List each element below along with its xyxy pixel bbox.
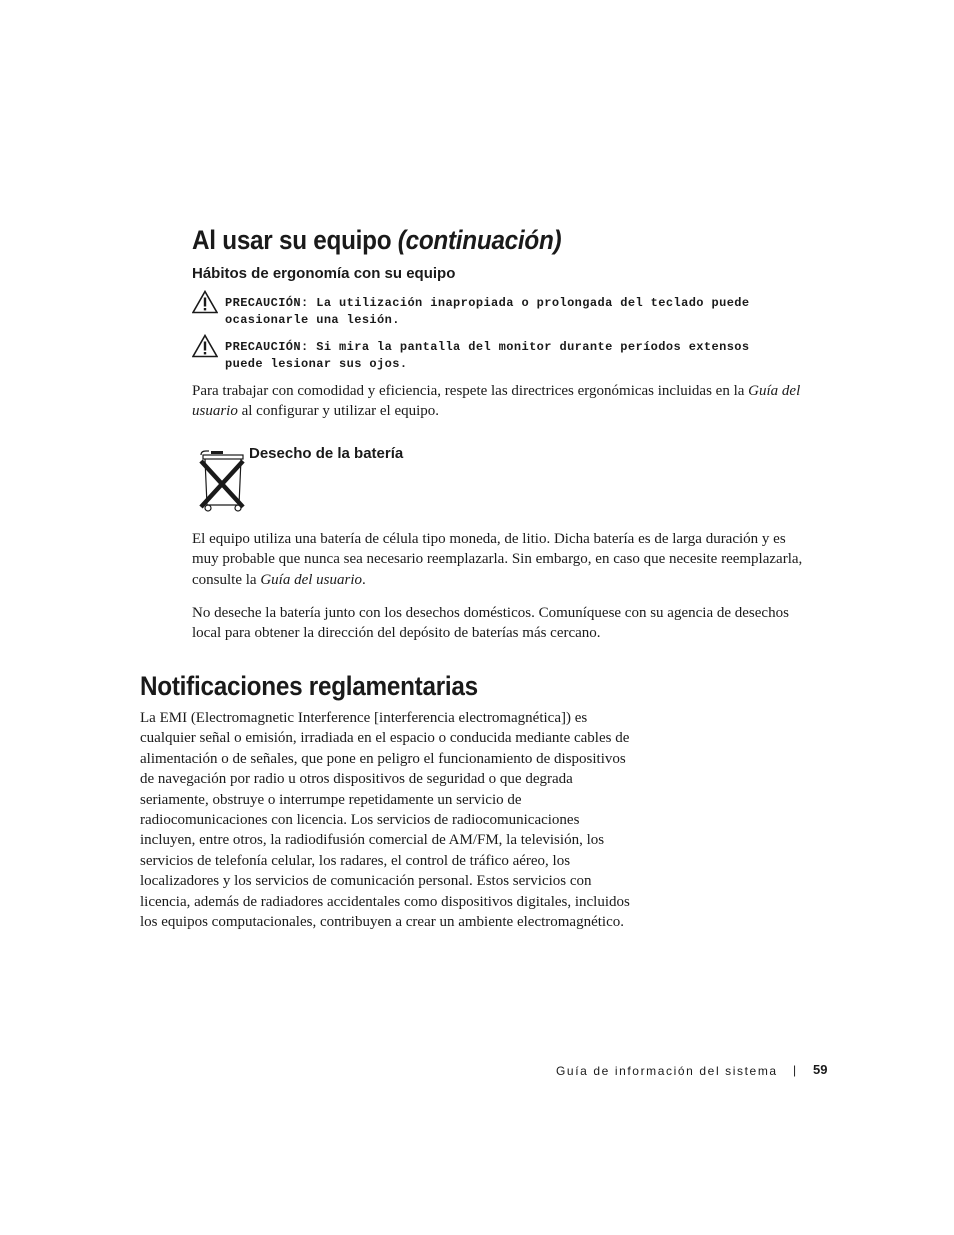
page-title	[192, 224, 561, 256]
caution-1	[225, 295, 785, 329]
caution-1-text: La utilización inapropiada o prolongada del teclado puede ocasionarle una lesión.	[225, 296, 750, 327]
ergonomics-paragraph	[192, 381, 804, 422]
caution-2-label: PRECAUCIÓN:	[225, 340, 309, 354]
battery-text: El equipo utiliza una batería de célula tipo moneda, de litio. Dicha batería es de larga duración y es muy probable que nunca sea necesario reemplazarla. Sin embargo, en caso que necesite reemplazarla, consulte la	[192, 531, 803, 588]
ergonomics-subheading: Hábitos de ergonomía con su equipo	[192, 265, 456, 282]
warning-icon	[192, 290, 218, 314]
page-number: 59	[813, 1062, 828, 1077]
battery-text-end: .	[362, 571, 366, 588]
title-continuation: (continuación)	[397, 225, 562, 255]
emi-paragraph: La EMI (Electromagnetic Interference [interferencia electromagnética]) es cualquier señal o emisión, irradiada en el espacio o conducida mediante cables de alimentación o de señales, que pone en peligro el funcionamiento de dispositivos de navegación por radio u otros dispositivos de seguridad o que degrada seriamente, obstruye o interrumpe repetidamente un servicio de radiocomunicaciones con licencia. Los servicios de radiocomunicaciones incluyen, entre otros, la radiodifusión comercial de AM/FM, la televisión, los servicios de telefonía celular, los radares, el control de tráfico aéreo, los localizadores y los servicios de comunicación personal. Estos servicios con licencia, además de radiadores accidentales como dispositivos digitales, incluidos los equipos computacionales, contribuyen a crear un ambiente electromagnético.	[140, 710, 630, 931]
battery-paragraph-2: No deseche la batería junto con los desechos domésticos. Comuníquese con su agencia de desechos local para obtener la dirección del depósito de baterías más cercano.	[192, 605, 789, 642]
caution-2-text: Si mira la pantalla del monitor durante períodos extensos puede lesionar sus ojos.	[225, 340, 750, 371]
title-main: Al usar su equipo	[192, 225, 392, 255]
footer-guide-title: Guía de información del sistema	[556, 1064, 778, 1078]
user-guide-reference: Guía del usuario	[260, 571, 362, 588]
caution-1-label: PRECAUCIÓN:	[225, 296, 309, 310]
ergonomics-text: Para trabajar con comodidad y eficiencia, respete las directrices ergonómicas incluidas en la	[192, 383, 745, 399]
section-title: Notificaciones reglamentarias	[140, 671, 478, 701]
battery-paragraph-1	[192, 529, 804, 590]
ergonomics-text-end: al configurar y utilizar el equipo.	[241, 403, 440, 420]
warning-icon	[192, 334, 218, 358]
crossed-out-bin-icon	[197, 449, 247, 513]
battery-heading: Desecho de la batería	[249, 445, 404, 462]
caution-2	[225, 339, 785, 373]
user-guide-reference: Guía del usuario	[192, 383, 801, 420]
footer-separator: |	[793, 1063, 797, 1077]
